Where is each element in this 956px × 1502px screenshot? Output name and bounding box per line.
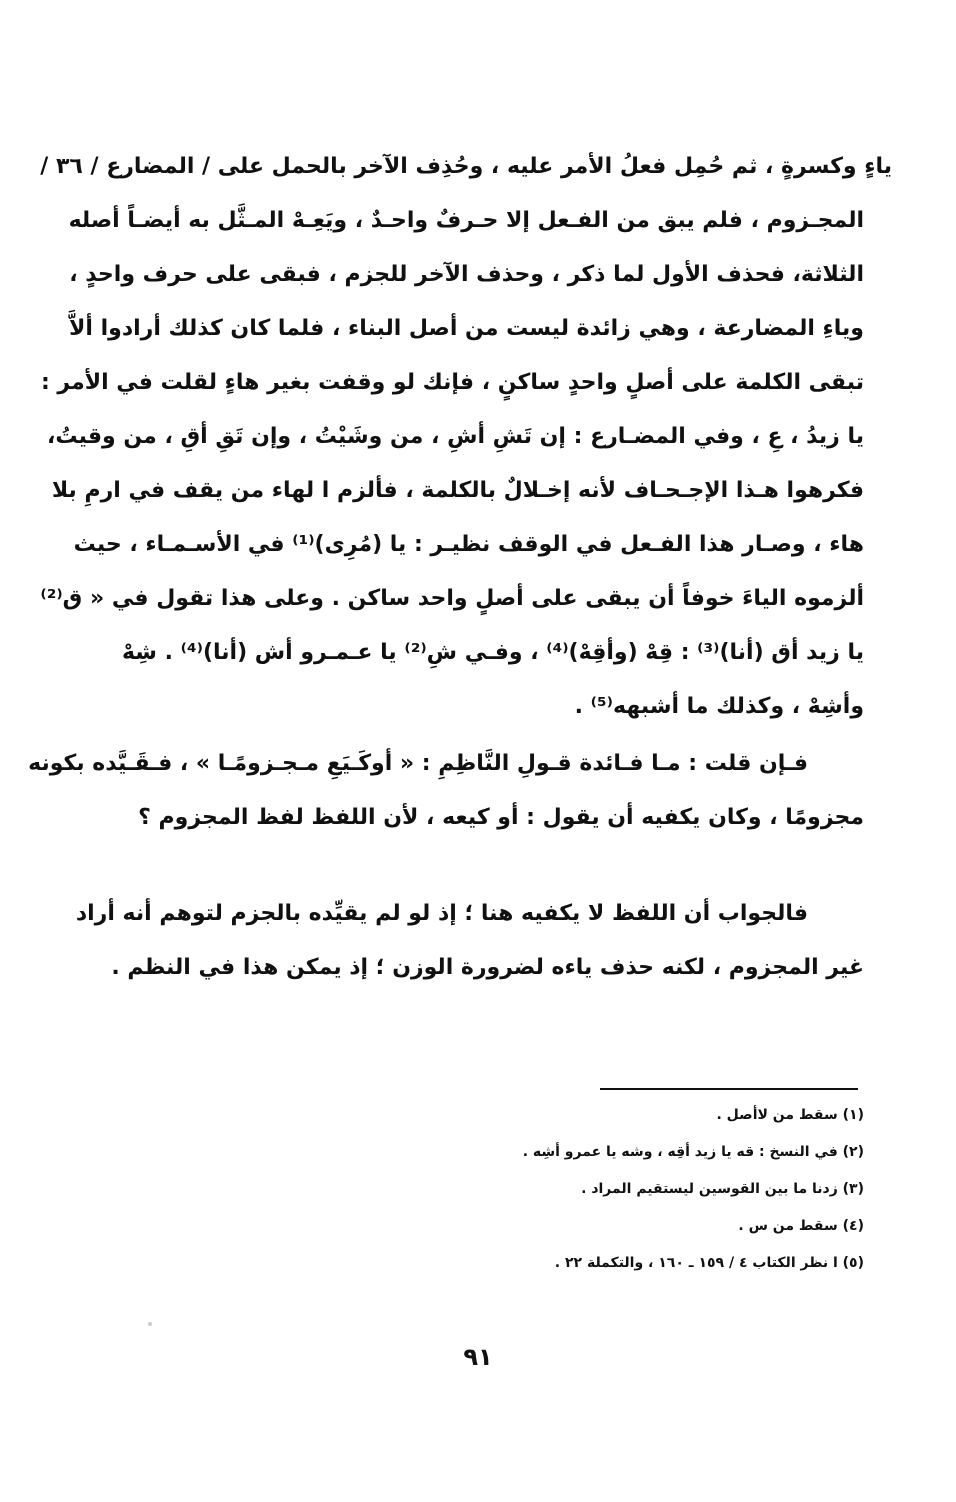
footnote: (٢) في النسخ : قه يا زيد أقِه ، وشه يا عمرو أشِه . [522,1144,864,1160]
text-line: مجزومًا ، وكان يكفيه أن يقول : أو كيعه ، لأن اللفظ لفظ المجزوم ؟ [138,805,864,830]
text-line: ألزموه الياءَ خوفاً أن يبقى على أصلٍ واحد ساكن . وعلى هذا تقول في « ق⁽²⁾ [40,586,864,611]
page-number: ٩١ [463,1343,493,1371]
footnote: (٤) سقط من س . [738,1218,864,1234]
text-line: المجـزوم ، فلم يبق من الفـعل إلا حـرفٌ واحـدٌ ، ويَعِـهْ المـثَّل به أيضـاً أصله [68,208,864,233]
text-line: تبقى الكلمة على أصلٍ واحدٍ ساكنٍ ، فإنك لو وقفت بغير هاءٍ لقلت في الأمر : [40,370,864,395]
text-line: هاء ، وصـار هذا الفـعل في الوقف نظيـر : يا (مُرِى)⁽¹⁾ في الأسـمـاء ، حيث [73,532,864,557]
text-line: يا زيد أق (أنا)⁽³⁾ : قِهْ (وأقِهْ)⁽⁴⁾ ، وفـي شِ⁽²⁾ يا عـمـرو أش (أنا)⁽⁴⁾ . شِهْ [121,640,864,665]
text-line: فالجواب أن اللفظ لا يكفيه هنا ؛ إذ لو لم يقيِّده بالجزم لتوهم أنه أراد [75,901,808,926]
footnote-divider [600,1088,858,1090]
text-line: يا زيدُ ، عِ ، وفي المضـارع : إن تَشِ أشِ ، من وشَيْتُ ، وإن تَقِ أقِ ، من وقيتُ، [47,424,864,449]
footnotes [300,1097,864,1282]
text-line: وأشِهْ ، وكذلك ما أشبهه⁽⁵⁾ . [574,694,864,719]
text-line: فـإن قلت : مـا فـائدة قـولِ النَّاظِمِ : « أوكَـيَعِ مـجـزومًـا » ، فـقَـيَّده بكونه [28,751,808,776]
text-line: فكرهوا هـذا الإجـحـاف لأنه إخـلالٌ بالكلمة ، فألزم ا لهاء من يقف في ارمِ بلا [51,478,864,503]
scan-speck [148,1322,152,1326]
footnote: (٣) زدنا ما بين القوسين ليستقيم المراد . [581,1181,864,1197]
question-paragraph [28,737,864,845]
footnote: (١) سقط من لاأصل . [716,1107,864,1123]
text-line: ياءٍ وكسرةٍ ، ثم حُمِل فعلُ الأمر عليه ، وحُذِف الآخر بالحمل على / المضارع / ٣٦ / [40,154,892,179]
main-paragraph [40,140,892,734]
answer-paragraph [75,887,864,995]
text-line: الثلاثة، فحذف الأول لما ذكر ، وحذف الآخر للجزم ، فبقى على حرف واحدٍ ، [69,262,864,287]
footnote: (٥) ا نظر الكتاب ٤ / ١٥٩ ـ ١٦٠ ، والتكملة ٢٢ . [554,1255,864,1271]
text-line: غير المجزوم ، لكنه حذف ياءه لضرورة الوزن ؛ إذ يمكن هذا في النظم . [111,955,864,980]
text-line: وياءِ المضارعة ، وهي زائدة ليست من أصل البناء ، فلما كان كذلك أرادوا ألاَّ [69,316,864,341]
